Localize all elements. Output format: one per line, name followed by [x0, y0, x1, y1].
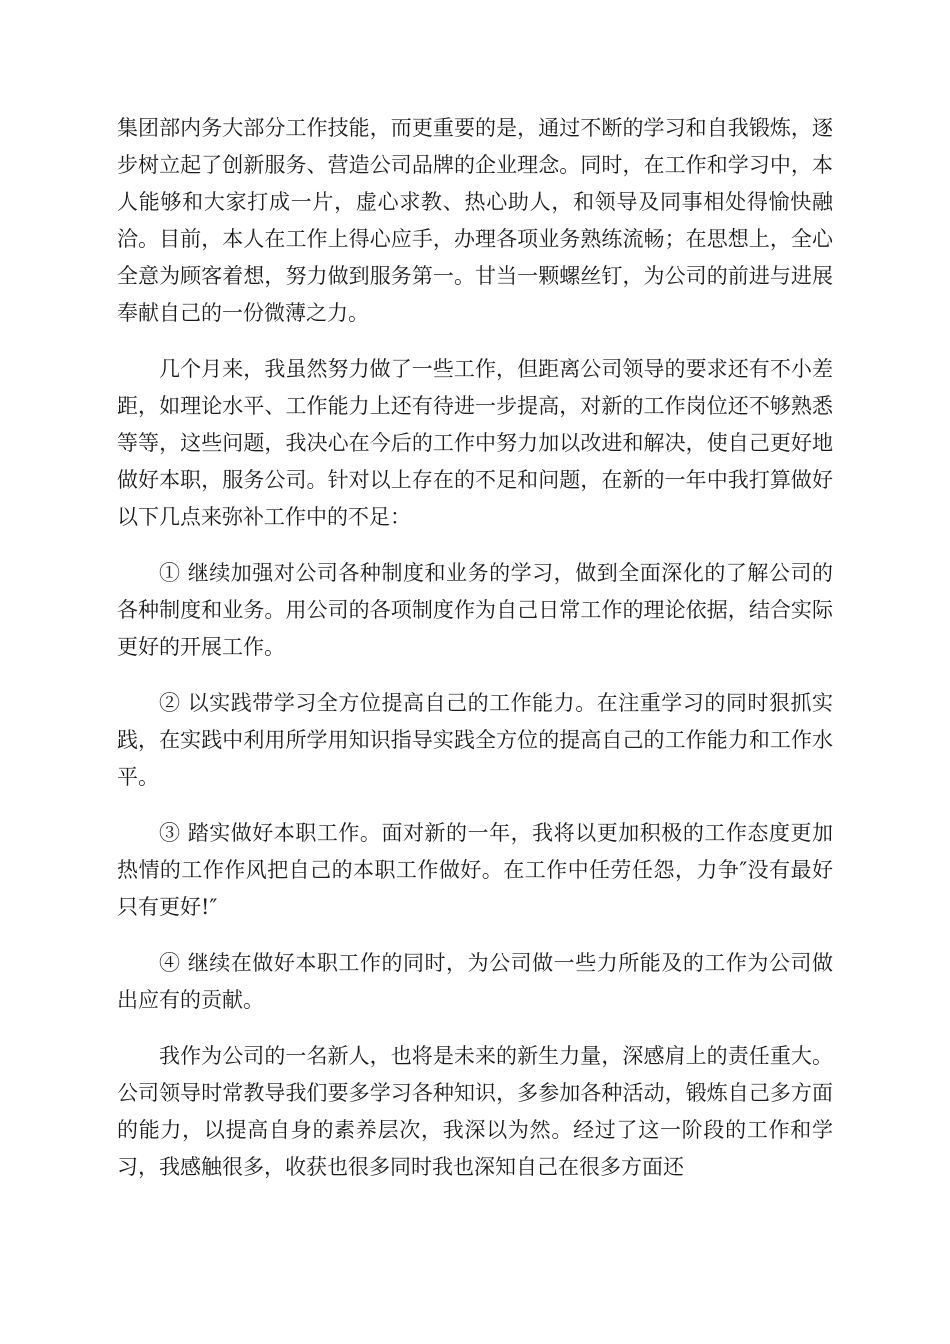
paragraph-5: ③ 踏实做好本职工作。面对新的一年，我将以更加积极的工作态度更加热情的工作作风把自己的本职工作做好。在工作中任劳任怨，力争″没有最好只有更好!″ [117, 821, 833, 919]
paragraph-6: ④ 继续在做好本职工作的同时，为公司做一些力所能及的工作为公司做出应有的贡献。 [117, 951, 833, 1012]
paragraph-1: 集团部内务大部分工作技能，而更重要的是，通过不断的学习和自我锻炼，逐步树立起了创新服务、营造公司品牌的企业理念。同时，在工作和学习中，本人能够和大家打成一片，虚心求教、热心助人，和领导及同事相处得愉快融洽。目前，本人在工作上得心应手，办理各项业务熟练流畅；在思想上，全心全意为顾客着想，努力做到服务第一。甘当一颗螺丝钉，为公司的前进与进展奉献自己的一份微薄之力。 [117, 116, 833, 325]
paragraph-2: 几个月来，我虽然努力做了一些工作，但距离公司领导的要求还有不小差距，如理论水平、工作能力上还有待进一步提高，对新的工作岗位还不够熟悉等等，这些问题，我决心在今后的工作中努力加以改进和解决，使自己更好地做好本职，服务公司。针对以上存在的不足和问题，在新的一年中我打算做好以下几点来弥补工作中的不足： [117, 357, 833, 529]
paragraph-4: ② 以实践带学习全方位提高自己的工作能力。在注重学习的同时狠抓实践，在实践中利用所学用知识指导实践全方位的提高自己的工作能力和工作水平。 [117, 691, 833, 789]
document-page [117, 110, 833, 1205]
paragraph-3: ① 继续加强对公司各种制度和业务的学习，做到全面深化的了解公司的各种制度和业务。用公司的各项制度作为自己日常工作的理论依据，结合实际更好的开展工作。 [117, 561, 833, 659]
paragraph-7: 我作为公司的一名新人，也将是未来的新生力量，深感肩上的责任重大。公司领导时常教导我们要多学习各种知识，多参加各种活动，锻炼自己多方面的能力，以提高自身的素养层次，我深以为然。经过了这一阶段的工作和学习，我感触很多，收获也很多同时我也深知自己在很多方面还 [117, 1044, 833, 1179]
